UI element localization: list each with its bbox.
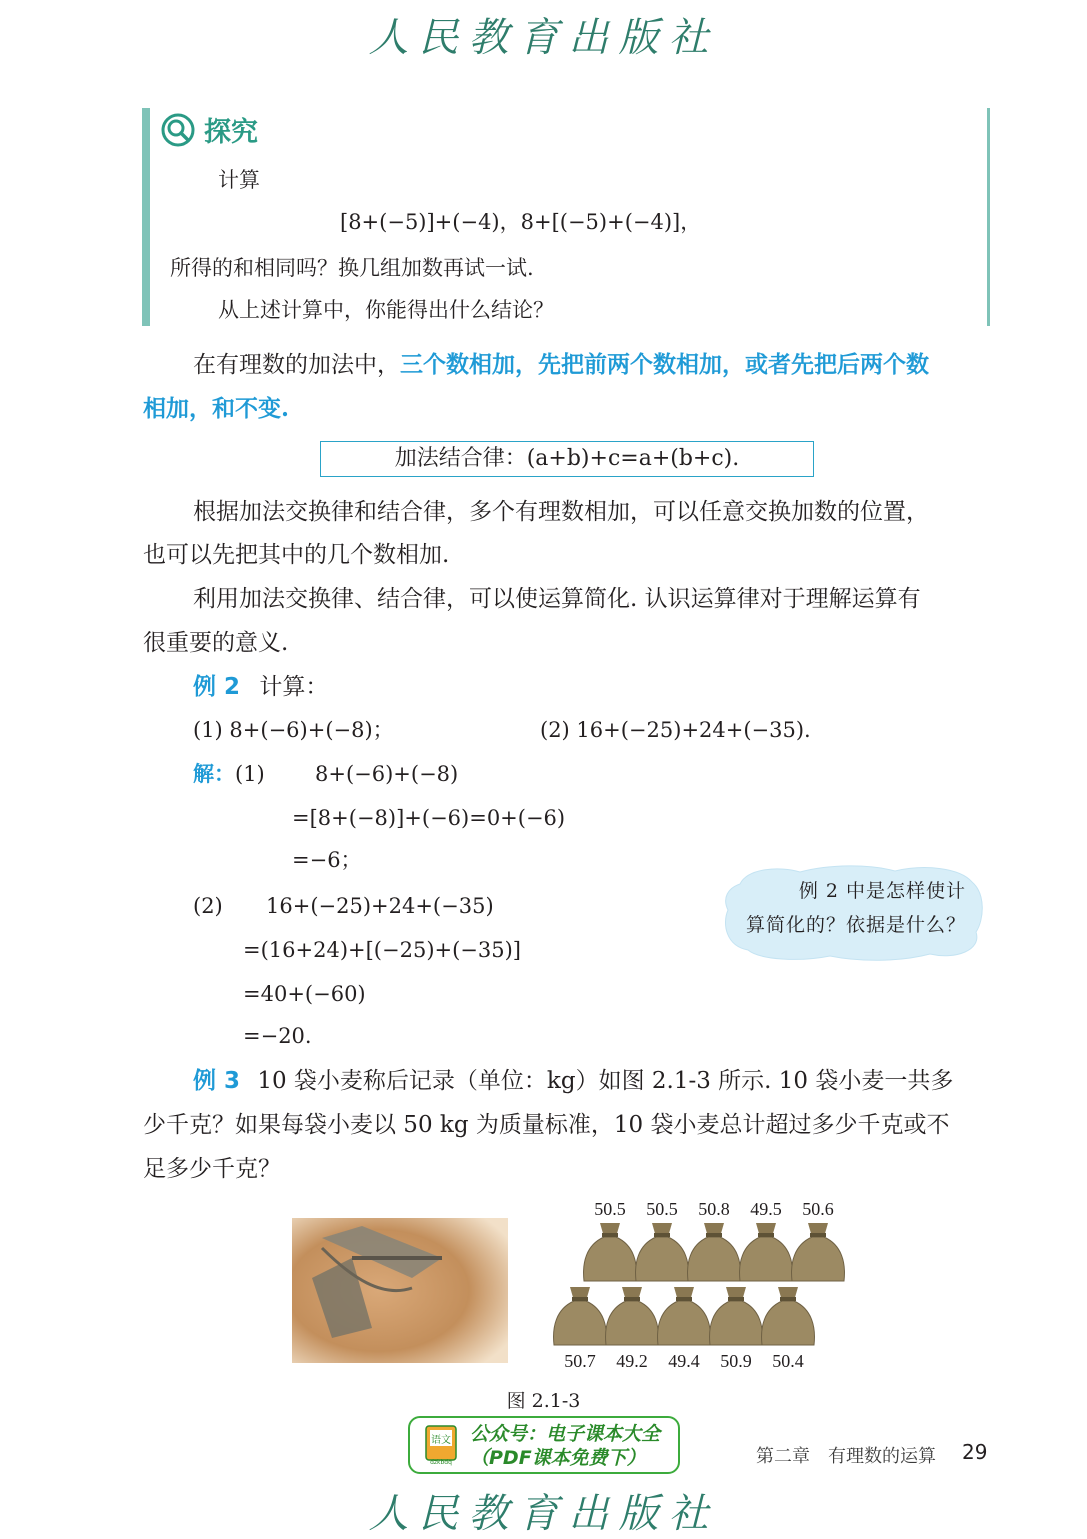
thought-bubble-line-1: 例 2 中是怎样使计 [798,880,966,902]
solution-row-1 [193,760,265,788]
page-number: 29 [962,1440,988,1464]
example3-label: 例 3 [193,1068,241,1094]
solution-1-label: (1) [235,762,265,786]
top-sack [688,1223,741,1281]
magnifier-icon [160,112,196,148]
top-sack [636,1223,689,1281]
example2-heading [193,672,328,702]
associative-law-box [320,441,814,477]
bottom-sack [710,1287,763,1345]
explore-title: 探究 [204,117,258,148]
thought-bubble-text [724,874,982,942]
solution-1-line-3: =−6； [292,848,362,872]
publisher-footer: 人民教育出版社 [368,1491,719,1537]
explore-line-2: [8+(−5)]+(−4)，8+[(−5)+(−4)]， [340,210,702,234]
top-sack-label: 50.5 [646,1199,678,1219]
rule-prefix: 在有理数的加法中， [193,352,400,378]
top-sack [740,1223,793,1281]
explore-line-3: 所得的和相同吗？换几组加数再试一试. [170,256,534,280]
associative-law-text: 加法结合律：(a+b)+c=a+(b+c). [394,446,740,471]
example2-q1: (1) 8+(−6)+(−8)； [193,718,394,742]
example2-q2: (2) 16+(−25)+24+(−35). [540,718,811,742]
wheat-sacks-figure [552,1195,852,1375]
explore-line-4: 从上述计算中，你能得出什么结论？ [218,298,554,322]
top-sack-label: 50.6 [802,1199,834,1219]
bottom-sack-label: 50.9 [720,1351,752,1371]
watermark-line-2: （PDF课本免费下） [470,1447,646,1469]
bottom-sack-label: 49.2 [616,1351,648,1371]
example3-line-1 [193,1066,953,1096]
top-sack-label: 49.5 [750,1199,782,1219]
solution-2-line-4: =−20. [243,1024,312,1048]
para1-line-1: 根据加法交换律和结合律，多个有理数相加，可以任意交换加数的位置， [193,499,929,525]
top-sack-label: 50.8 [698,1199,730,1219]
solution-2-line-3: =40+(−60) [243,982,366,1006]
book-icon-sub: dzkbdq [430,1459,452,1466]
solution-2-line-1: 16+(−25)+24+(−35) [266,894,494,918]
footer-chapter: 第二章 有理数的运算 [756,1446,936,1467]
bottom-sack-label: 50.7 [564,1351,596,1371]
example3-line-2: 少千克？如果每袋小麦以 50 kg 为质量标准，10 袋小麦总计超过多少千克或不 [143,1112,950,1138]
para2-line-1: 利用加法交换律、结合律，可以使运算简化. 认识运算律对于理解运算有 [193,586,921,612]
example3-text-1: 10 袋小麦称后记录（单位：kg）如图 2.1-3 所示. 10 袋小麦一共多 [257,1068,954,1094]
wheat-scoop-photo [292,1218,508,1363]
book-icon-text: 语文 [431,1435,451,1446]
top-sack-label: 50.5 [594,1199,626,1219]
publisher-header: 人民教育出版社 [368,15,719,61]
example2-label: 例 2 [193,674,241,700]
bottom-sack-label: 50.4 [772,1351,804,1371]
top-sack [792,1223,845,1281]
solution-2-label: (2) [193,894,223,918]
explore-heading [160,110,258,149]
bottom-sack [658,1287,711,1345]
example2-prompt: 计算： [259,674,329,700]
solution-label: 解： [193,762,235,786]
wechat-watermark [408,1416,680,1474]
solution-1-line-1: 8+(−6)+(−8) [315,762,459,786]
figure-caption: 图 2.1-3 [506,1390,581,1412]
para2-line-2: 很重要的意义. [143,630,289,656]
rule-highlight-2: 相加，和不变. [143,395,290,422]
top-sack [584,1223,637,1281]
para1-line-2: 也可以先把其中的几个数相加. [143,542,450,568]
bottom-sack [554,1287,607,1345]
watermark-line-1: 公众号：电子课本大全 [470,1423,661,1445]
rule-highlight-1: 三个数相加，先把前两个数相加，或者先把后两个数 [400,351,929,378]
example3-line-3: 足多少千克？ [143,1156,281,1182]
bottom-sack [762,1287,815,1345]
rule-line-1 [193,350,929,380]
thought-bubble-line-2: 算简化的？依据是什么？ [745,914,966,936]
bottom-sack [606,1287,659,1345]
book-icon [424,1424,460,1466]
bottom-sack-label: 49.4 [668,1351,700,1371]
solution-1-line-2: =[8+(−8)]+(−6)=0+(−6) [292,806,566,830]
solution-2-line-2: =(16+24)+[(−25)+(−35)] [243,938,522,962]
explore-line-1: 计算 [218,168,260,192]
